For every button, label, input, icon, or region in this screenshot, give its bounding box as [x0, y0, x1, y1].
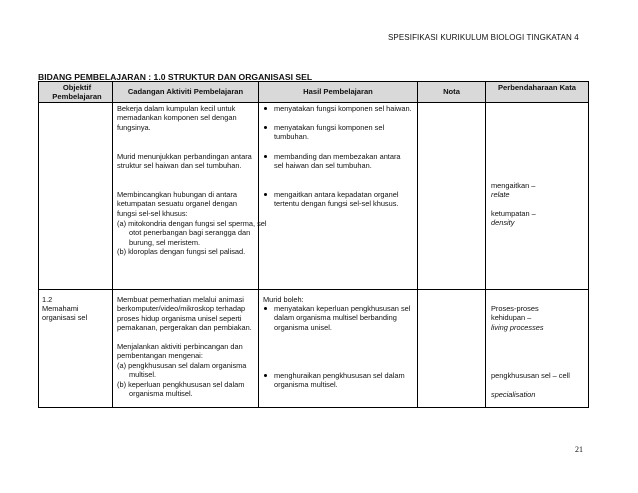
row2-objektif-num: 1.2 — [42, 295, 53, 304]
row1-cadangan-b: Murid menunjukkan perbandingan antara struktur sel haiwan dan sel tumbuhan. — [117, 152, 252, 171]
row1-cadangan-c2: (b) kloroplas dengan fungsi sel palisad. — [117, 247, 246, 256]
row1-kata-2: ketumpatan – — [491, 209, 536, 218]
col-divider — [112, 82, 113, 407]
row2-kata-2-en: specialisation — [491, 390, 536, 399]
row1-hasil-1: menyatakan fungsi komponen sel haiwan. — [274, 104, 412, 113]
row-divider — [39, 289, 588, 290]
header-objektif: Objektif Pembelajaran — [52, 83, 102, 101]
header-cadangan: Cadangan Aktiviti Pembelajaran — [127, 87, 244, 96]
row2-kata-1-en: living processes — [491, 323, 544, 332]
row2-cadangan-a: Membuat pemerhatian melalui animasi berkomputer/video/mikroskop terhadap proses hidup organisma unisel seperti pemakanan, pergerakan dan pembiakan. — [117, 295, 252, 332]
row1-hasil-2: menyatakan fungsi komponen sel tumbuhan. — [274, 123, 412, 142]
row2-hasil-2: menghuraikan pengkhususan sel dalam organisma multisel. — [274, 371, 412, 390]
row2-cadangan-b1: (a) pengkhususan sel dalam organisma multisel. — [117, 361, 247, 380]
row2-hasil-intro: Murid boleh: — [263, 295, 304, 304]
row1-cadangan-c1: (a) mitokondria dengan fungsi sel sperma, sel otot penerbangan bagi serangga dan burung, sel meristem. — [117, 219, 267, 247]
header-hasil: Hasil Pembelajaran — [303, 87, 373, 96]
row2-kata-2: pengkhususan sel – cell — [491, 371, 570, 380]
row1-cadangan-a: Bekerja dalam kumpulan kecil untuk memadankan komponen sel dengan fungsinya. — [117, 104, 237, 132]
row1-kata-2-en: density — [491, 218, 515, 227]
row2-cadangan-b2: (b) keperluan pengkhususan sel dalam organisma multisel. — [117, 380, 245, 399]
row1-hasil-3: membanding dan membezakan antara sel haiwan dan sel tumbuhan. — [274, 152, 412, 171]
row2-objektif-text: Memahami organisasi sel — [42, 304, 88, 323]
page-number: 21 — [575, 445, 583, 454]
row2-cadangan-b: Menjalankan aktiviti perbincangan dan pembentangan mengenai: — [117, 342, 243, 361]
page-header: SPESIFIKASI KURIKULUM BIOLOGI TINGKATAN 4 — [388, 33, 579, 42]
section-title: BIDANG PEMBELAJARAN : 1.0 STRUKTUR DAN ORGANISASI SEL — [38, 72, 313, 82]
row1-hasil-4: mengaitkan antara kepadatan organel tertentu dengan fungsi sel-sel khusus. — [274, 190, 412, 209]
row2-hasil-1: menyatakan keperluan pengkhususan sel dalam organisma multisel berbanding organisma unisel. — [274, 304, 411, 332]
col-divider — [485, 82, 486, 407]
row1-cadangan-c: Membincangkan hubungan di antara ketumpatan sesuatu organel dengan fungsi sel-sel khusus: — [117, 190, 237, 218]
col-divider — [417, 82, 418, 407]
row2-kata-1: Proses-proses kehidupan – — [491, 304, 539, 323]
row1-kata-1-en: relate — [491, 190, 510, 199]
row1-kata-1: mengaitkan – — [491, 181, 536, 190]
header-nota: Nota — [443, 87, 460, 96]
curriculum-table — [38, 81, 589, 408]
header-perbendaharaan: Perbendaharaan Kata — [497, 83, 577, 92]
